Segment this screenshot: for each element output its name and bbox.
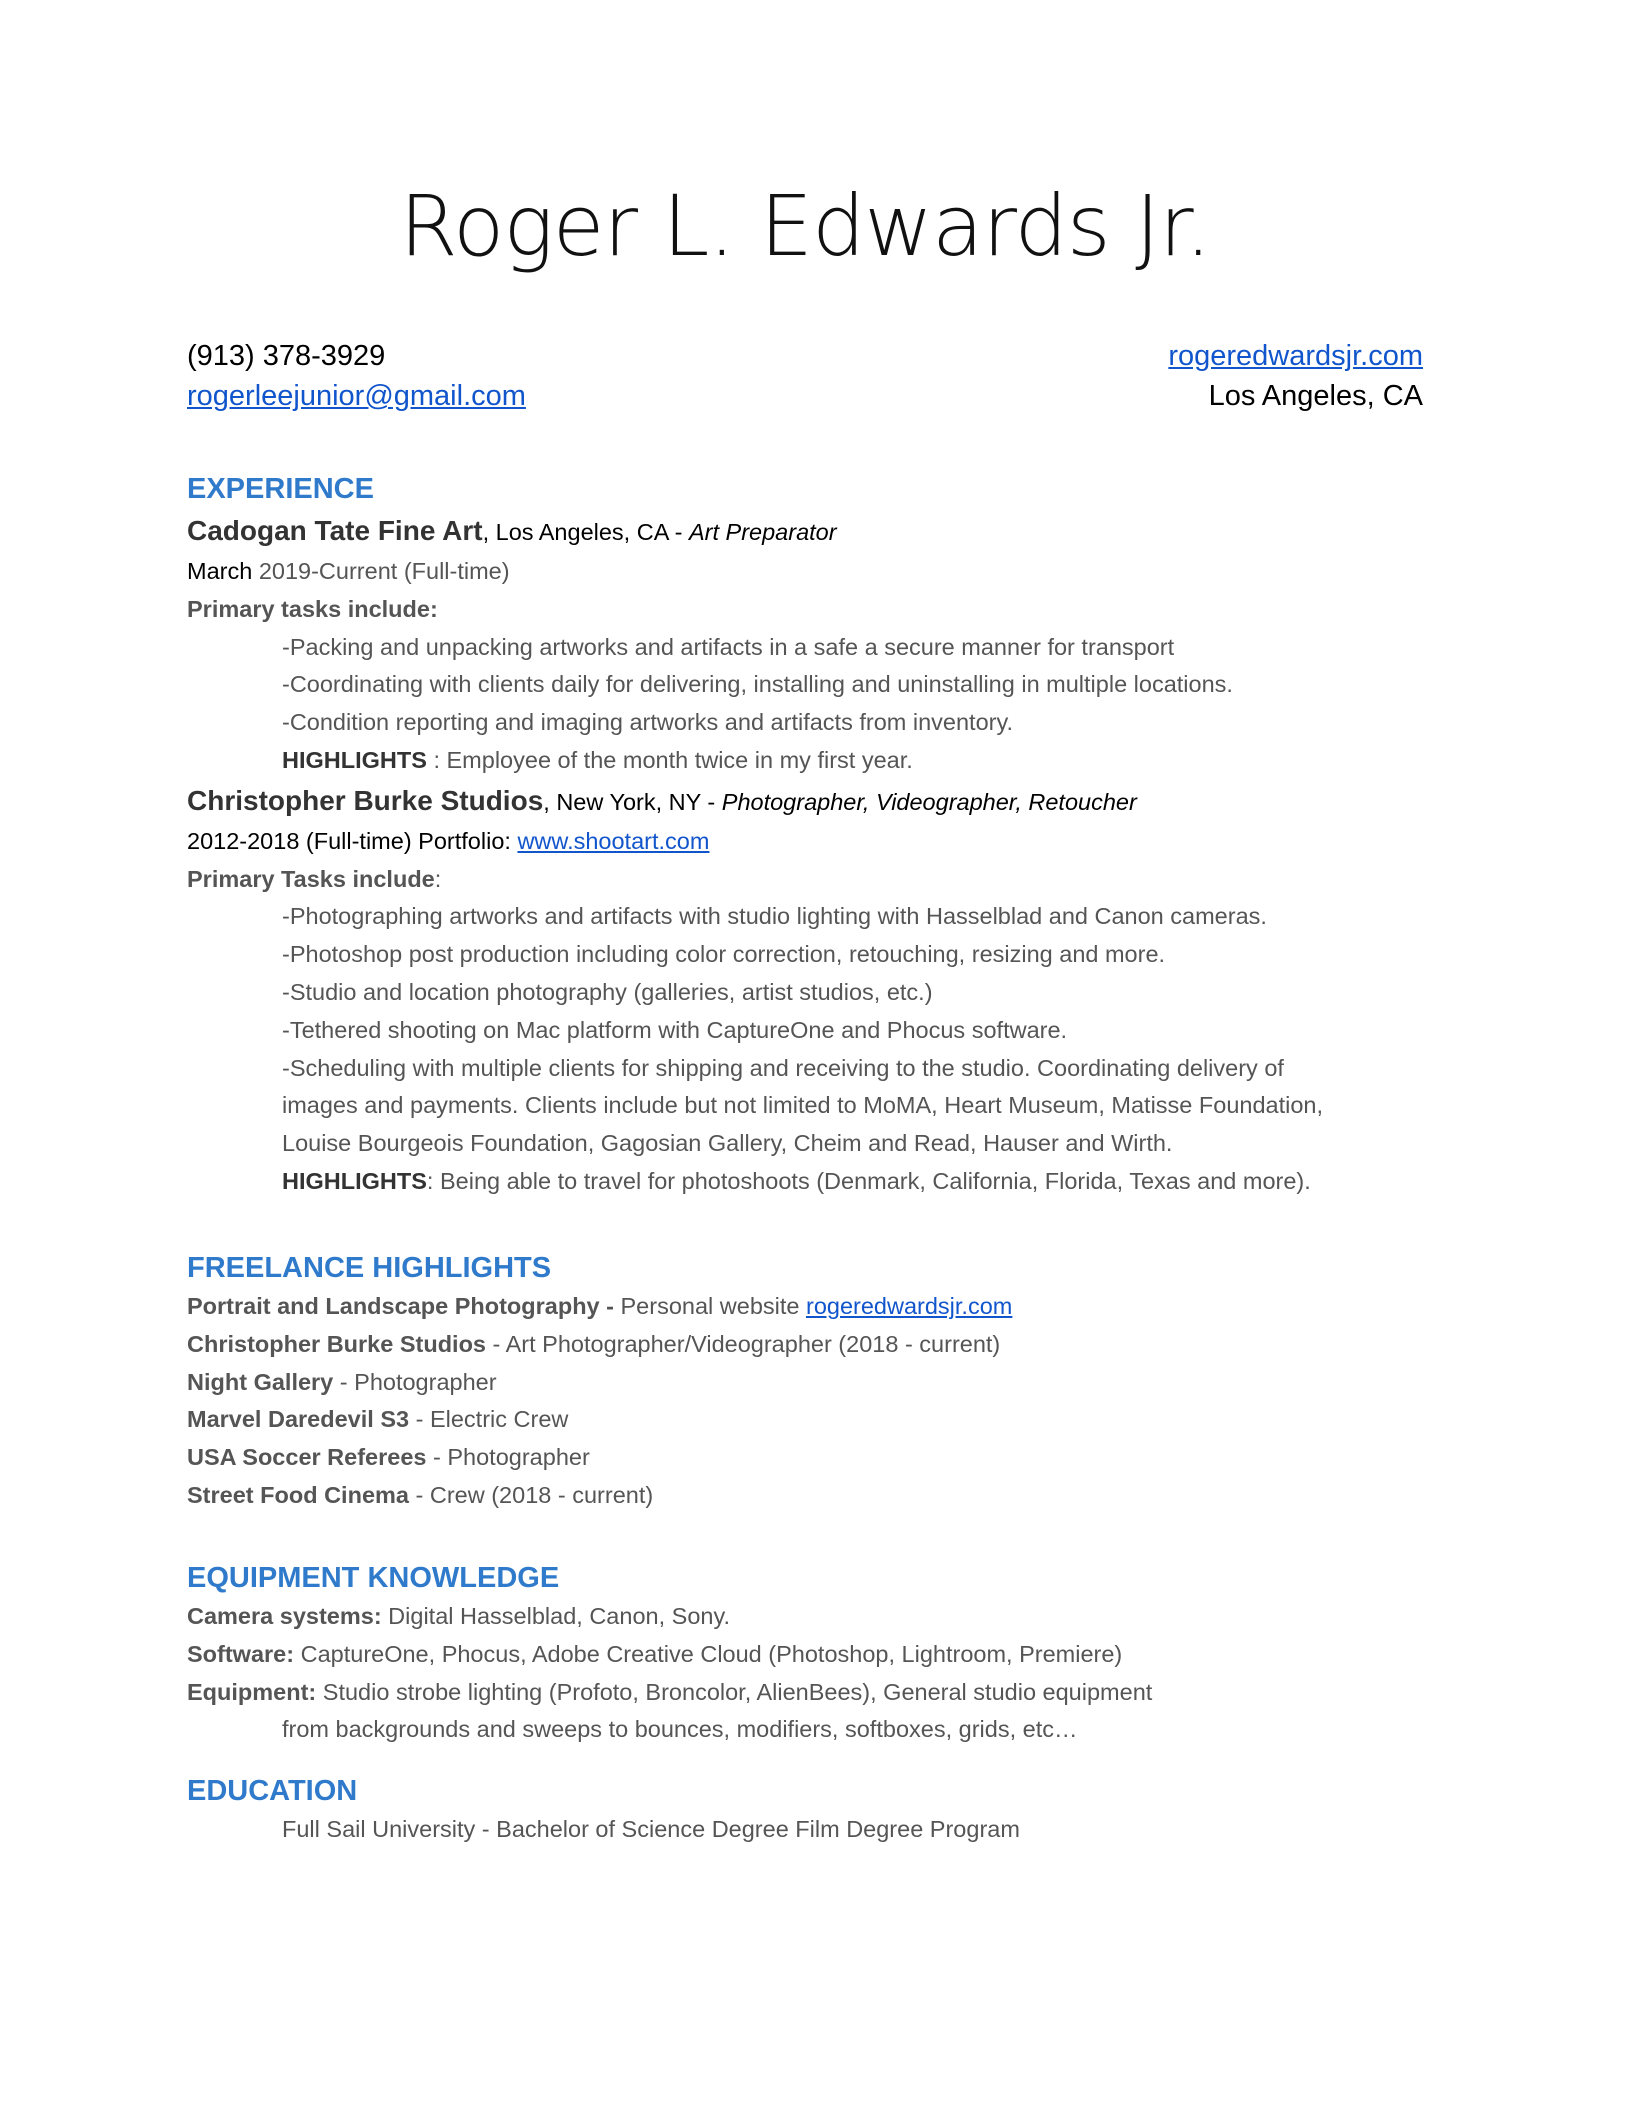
- job1-location: , Los Angeles, CA -: [482, 519, 689, 545]
- freelance-item-label: Street Food Cinema: [187, 1481, 409, 1508]
- freelance-item-text: - Electric Crew: [409, 1406, 569, 1433]
- job1-dates-month: March: [187, 558, 253, 584]
- equipment-continuation: from backgrounds and sweeps to bounces, modifiers, softboxes, grids, etc…: [282, 1716, 1078, 1743]
- freelance-item: [187, 1326, 1423, 1364]
- contact-block: [187, 336, 1423, 416]
- equipment-item-label: Camera systems:: [187, 1603, 382, 1629]
- equipment-item: [187, 1636, 1423, 1674]
- equipment-item: [187, 1674, 1423, 1712]
- freelance-item-text: - Photographer: [426, 1444, 590, 1471]
- list-item: -Studio and location photography (galleries, artist studios, etc.): [282, 978, 933, 1005]
- equipment-item: [187, 1598, 1423, 1636]
- freelance-section: [187, 1252, 1423, 1515]
- phone-number: (913) 378-3929: [187, 340, 386, 372]
- job1-dates-rest: 2019-Current (Full-time): [252, 558, 510, 584]
- job2-tasks-label: Primary Tasks include: [187, 865, 435, 892]
- job1-dates: [187, 553, 1423, 591]
- freelance-item-label: Christopher Burke Studios: [187, 1330, 487, 1357]
- list-item: -Photoshop post production including color correction, retouching, resizing and more.: [282, 941, 1166, 968]
- freelance-item: [187, 1288, 1423, 1326]
- freelance-item-label: USA Soccer Referees: [187, 1444, 427, 1471]
- job1-heading: [187, 510, 1423, 553]
- resume-page: [187, 0, 1423, 2106]
- job2-highlights-text: : Being able to travel for photoshoots (Denmark, California, Florida, Texas and more).: [426, 1167, 1311, 1194]
- job2-location: , New York, NY -: [543, 788, 722, 815]
- education-section: [187, 1775, 1423, 1849]
- job1-role: Art Preparator: [688, 519, 837, 545]
- equipment-item-label: Equipment:: [187, 1678, 317, 1705]
- list-item: -Condition reporting and imaging artworks and artifacts from inventory.: [282, 709, 1014, 736]
- equipment-item-text: Digital Hasselblad, Canon, Sony.: [381, 1603, 730, 1629]
- job1-company: Cadogan Tate Fine Art: [187, 515, 483, 546]
- equipment-item-text: Studio strobe lighting (Profoto, Broncolor, AlienBees), General studio equipment: [316, 1678, 1153, 1705]
- freelance-item-text: - Art Photographer/Videographer (2018 - current): [486, 1330, 1001, 1357]
- education-item: Full Sail University - Bachelor of Science Degree Film Degree Program: [282, 1816, 1020, 1842]
- portfolio-link[interactable]: www.shootart.com: [517, 827, 710, 854]
- job2-role: Photographer, Videographer, Retoucher: [721, 788, 1137, 815]
- website-link[interactable]: rogeredwardsjr.com: [1168, 340, 1423, 372]
- equipment-item-label: Software:: [187, 1640, 295, 1667]
- list-item: -Scheduling with multiple clients for shipping and receiving to the studio. Coordinating delivery of: [282, 1054, 1284, 1081]
- freelance-item-text: - Crew (2018 - current): [408, 1481, 654, 1508]
- job2-company: Christopher Burke Studios: [187, 784, 544, 816]
- list-item: -Coordinating with clients daily for delivering, installing and uninstalling in multiple locations.: [282, 671, 1233, 698]
- freelance-item-text: Personal website: [620, 1293, 806, 1319]
- experience-section: [187, 473, 1423, 1201]
- equipment-section: [187, 1562, 1423, 1749]
- email-link[interactable]: rogerleejunior@gmail.com: [187, 380, 526, 412]
- job2-tasks-colon: :: [434, 865, 442, 892]
- list-item: -Packing and unpacking artworks and artifacts in a safe a secure manner for transport: [282, 633, 1175, 660]
- list-item-continuation: Louise Bourgeois Foundation, Gagosian Gallery, Cheim and Read, Hauser and Wirth.: [282, 1130, 1173, 1157]
- freelance-item: [187, 1439, 1423, 1477]
- education-title: EDUCATION: [187, 1775, 358, 1807]
- job1-highlights-label: HIGHLIGHTS: [282, 746, 427, 773]
- freelance-item: [187, 1401, 1423, 1439]
- job2-highlights: [187, 1163, 1423, 1201]
- freelance-title: FREELANCE HIGHLIGHTS: [187, 1252, 552, 1284]
- freelance-item: [187, 1477, 1423, 1515]
- equipment-item-text: CaptureOne, Phocus, Adobe Creative Cloud (Photoshop, Lightroom, Premiere): [294, 1640, 1123, 1667]
- freelance-item-text: - Photographer: [333, 1368, 497, 1395]
- job2-tasks-label-row: [187, 861, 1423, 899]
- freelance-item-label: Marvel Daredevil S3: [187, 1406, 410, 1433]
- personal-website-link[interactable]: rogeredwardsjr.com: [806, 1293, 1013, 1319]
- freelance-item-label: Portrait and Landscape Photography -: [187, 1293, 621, 1319]
- location: Los Angeles, CA: [1208, 380, 1423, 412]
- experience-title: EXPERIENCE: [187, 473, 374, 505]
- job1-tasks-label: Primary tasks include:: [187, 595, 438, 622]
- list-item-continuation: images and payments. Clients include but not limited to MoMA, Heart Museum, Matisse Foundation,: [282, 1092, 1324, 1119]
- list-item: -Tethered shooting on Mac platform with CaptureOne and Phocus software.: [282, 1016, 1068, 1043]
- job2-dates: [187, 823, 1423, 861]
- freelance-item-label: Night Gallery: [187, 1368, 334, 1395]
- list-item: -Photographing artworks and artifacts with studio lighting with Hasselblad and Canon cameras.: [282, 903, 1267, 930]
- equipment-title: EQUIPMENT KNOWLEDGE: [187, 1562, 560, 1594]
- job2-dates-text: 2012-2018 (Full-time) Portfolio:: [187, 827, 518, 854]
- job2-heading: [187, 780, 1423, 823]
- freelance-item: [187, 1364, 1423, 1402]
- job1-highlights-text: : Employee of the month twice in my first year.: [426, 746, 913, 773]
- job2-highlights-label: HIGHLIGHTS: [282, 1167, 427, 1194]
- resume-name: Roger L. Edwards Jr.: [399, 177, 1211, 275]
- job1-highlights: [187, 742, 1423, 780]
